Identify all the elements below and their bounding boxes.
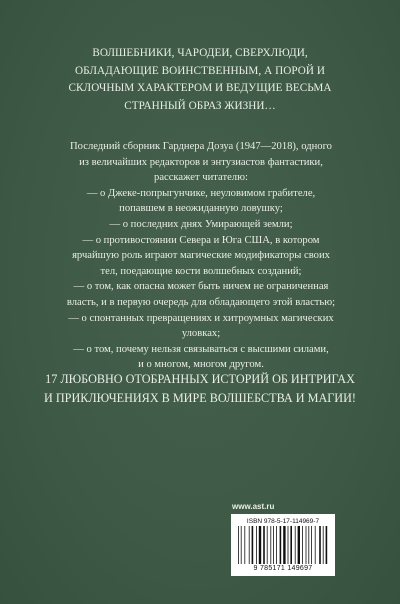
description-line: — о том, как опасна может быть ничем не ограниченная: [73, 281, 329, 293]
description-text: [35, 139, 367, 373]
description-line: ярчайшую роль играют магические модификаторы своих: [72, 250, 330, 262]
description-line: — о спонтанных превращениях и хитроумных магических: [68, 312, 334, 324]
intro-line: ОБЛАДАЮЩИЕ ВОИНСТВЕННЫМ, А ПОРОЙ И: [75, 64, 325, 77]
intro-line: СТРАННЫЙ ОБРАЗ ЖИЗНИ…: [124, 99, 276, 112]
description-line: уловках;: [181, 328, 221, 340]
publisher-website: www.ast.ru: [232, 502, 275, 511]
description-line: расскажет читателю:: [154, 172, 248, 184]
intro-line: ВОЛШЕБНИКИ, ЧАРОДЕИ, СВЕРХЛЮДИ,: [92, 47, 308, 59]
barcode-icon: [238, 526, 328, 564]
outro-tagline: [30, 370, 370, 408]
description-line: и о многом, многом другом.: [138, 359, 264, 371]
barcode-number: 9 785171 149697: [253, 565, 313, 572]
description-line: — о противостоянии Севера и Юга США, в котором: [82, 234, 320, 246]
description-line: Последний сборник Гарднера Дозуа (1947—2018), одного: [70, 141, 332, 152]
intro-line: СКЛОЧНЫМ ХАРАКТЕРОМ И ВЕДУЩИЕ ВЕСЬМА: [68, 82, 332, 94]
description-line: власть, и в первую очередь для обладающего этой властью;: [66, 296, 336, 308]
description-line: тел, поедающие кости волшебных созданий;: [100, 265, 302, 277]
barcode-label: [231, 514, 335, 576]
isbn-text: ISBN 978-5-17-114969-7: [246, 518, 320, 525]
outro-line: И ПРИКЛЮЧЕНИЯХ В МИРЕ ВОЛШЕБСТВА И МАГИИ!: [44, 391, 356, 405]
outro-line: 17 ЛЮБОВНО ОТОБРАННЫХ ИСТОРИЙ ОБ ИНТРИГАХ: [45, 372, 355, 386]
description-line: попавшем в неожиданную ловушку;: [119, 203, 283, 215]
description-line: — о последних днях Умирающей земли;: [109, 218, 293, 230]
intro-blurb: [40, 45, 360, 115]
description-line: — о Джеке-попрыгунчике, неуловимом грабителе,: [86, 187, 316, 199]
description-line: из величайших редакторов и энтузиастов фантастики,: [79, 156, 323, 168]
description-line: — о том, почему нельзя связываться с высшими силами,: [73, 343, 329, 355]
